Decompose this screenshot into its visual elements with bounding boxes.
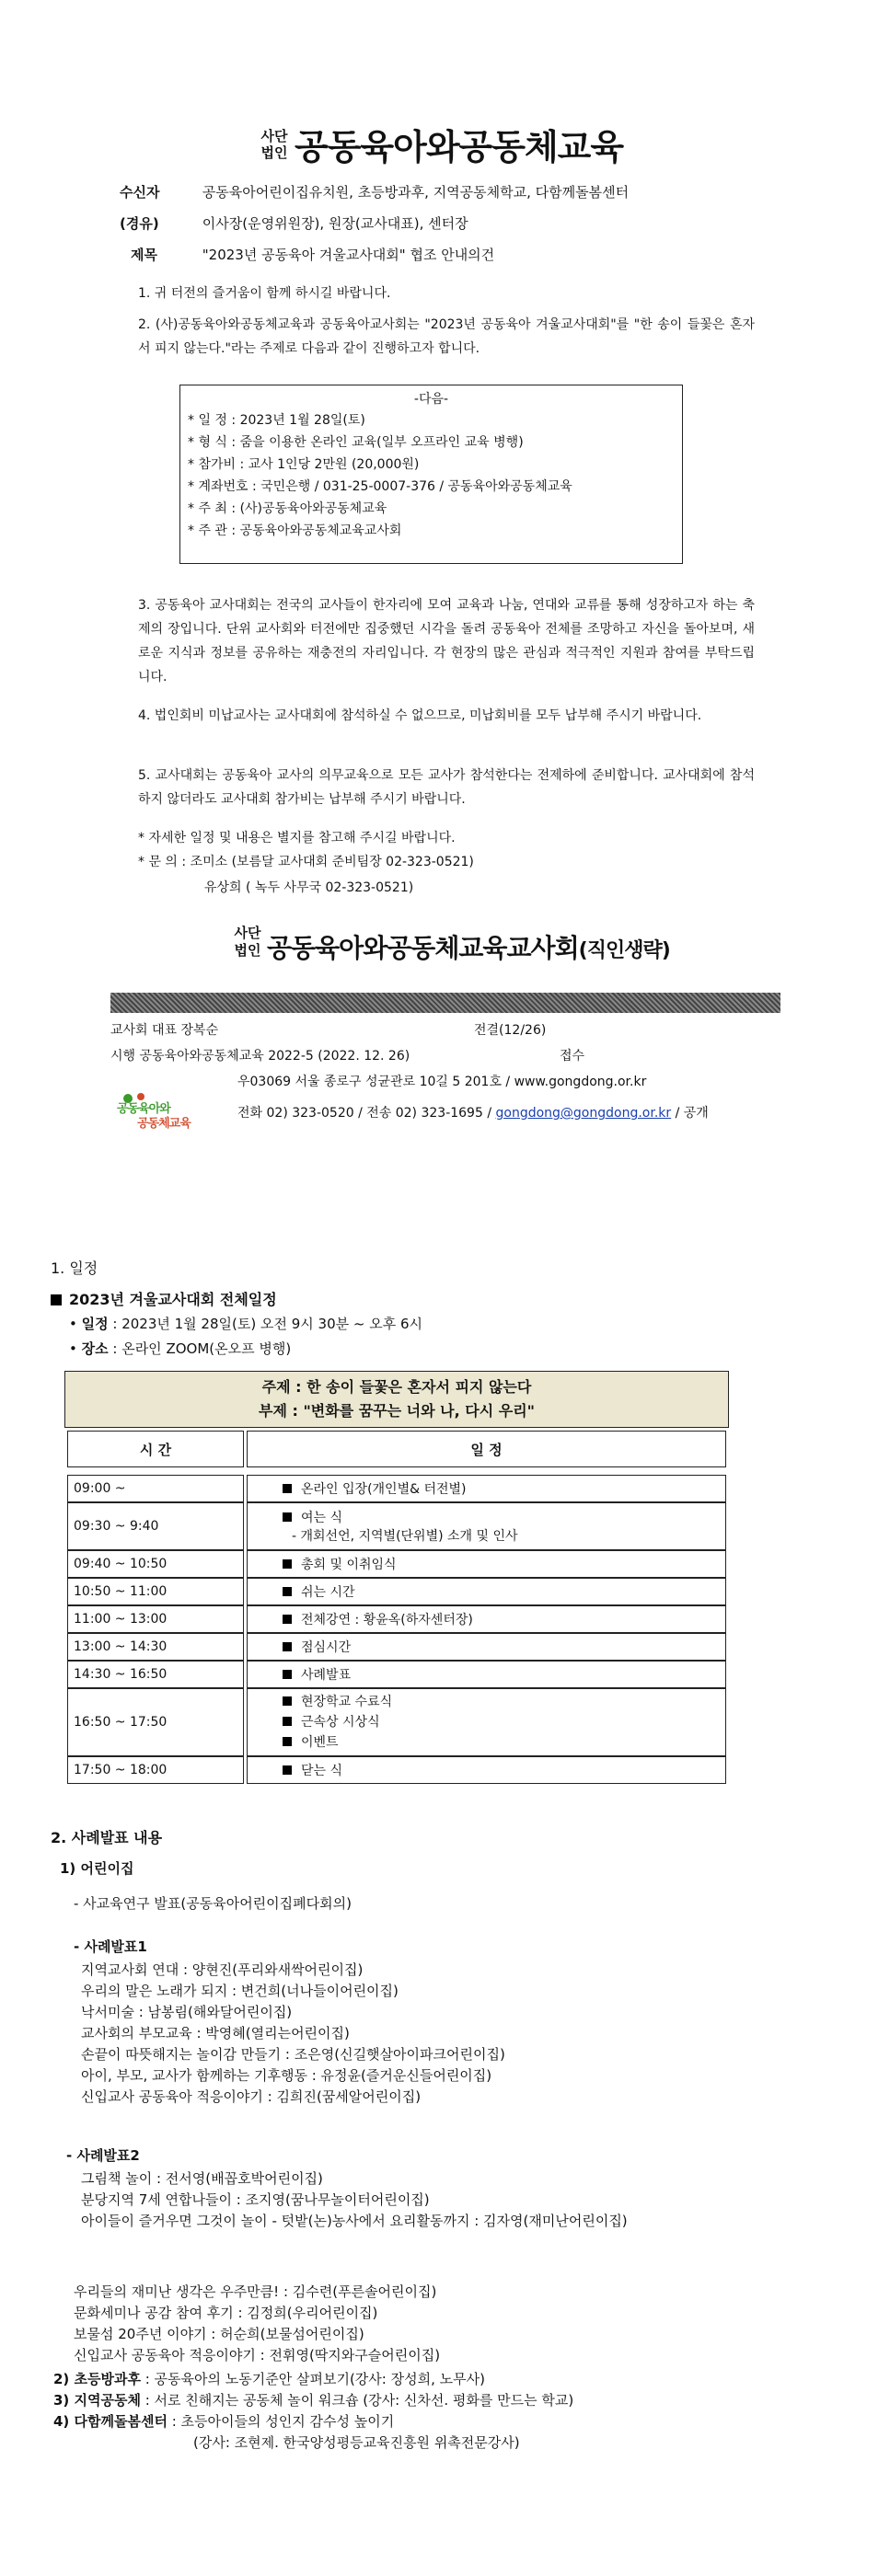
- section-1-heading: 1. 일정: [51, 1259, 98, 1277]
- row-time: 09:00 ~: [67, 1475, 244, 1502]
- square-bullet-icon: [283, 1559, 292, 1569]
- event-text: 전체강연 : 황윤옥(하자센터장): [301, 1613, 473, 1627]
- table-row: [67, 1550, 726, 1578]
- event-text: 온라인 입장(개인별& 터전별): [301, 1482, 467, 1497]
- case-intro: - 사교육연구 발표(공동육아어린이집폐다회의): [74, 1895, 352, 1912]
- schedule-place-row: • 장소 : 온라인 ZOOM(온오프 병행): [69, 1340, 292, 1357]
- event-text: 닫는 식: [301, 1764, 343, 1778]
- schedule-table: [64, 1431, 729, 1784]
- schedule-title-text: 2023년 겨울교사대회 전체일정: [69, 1291, 277, 1308]
- table-row: [67, 1578, 726, 1605]
- logo-line-2: 공동체교육: [137, 1117, 191, 1131]
- signature-name: [267, 931, 670, 969]
- footer-address: 우03069 서울 종로구 성균관로 10길 5 201호 / www.gongdong.or.kr: [237, 1075, 647, 1089]
- schedule-date-row: • 일정 : 2023년 1월 28일(토) 오전 9시 30분 ~ 오후 6시: [69, 1316, 422, 1332]
- row-time: 17:50 ~ 18:00: [67, 1756, 244, 1784]
- sub2-label: 2) 초등방과후: [53, 2371, 141, 2387]
- list-item: [53, 2411, 573, 2432]
- table-row: [67, 1475, 726, 1502]
- footer-public: / 공개: [671, 1106, 709, 1121]
- schedule-place-label: 장소: [81, 1340, 109, 1357]
- row-time: 09:30 ~ 9:40: [67, 1502, 244, 1550]
- notice-header: -다음-: [413, 392, 449, 407]
- square-bullet-icon: [283, 1642, 292, 1651]
- notice-line: * 주 최 : (사)공동육아와공동체교육: [188, 501, 387, 516]
- notice-line: * 계좌번호 : 국민은행 / 031-25-0007-376 / 공동육아와공동체교육: [188, 479, 572, 494]
- notice-line: * 참가비 : 교사 1인당 2만원 (20,000원): [188, 457, 420, 472]
- list-item: (강사: 조현제. 한국양성평등교육진흥원 위촉전문강사): [193, 2434, 520, 2451]
- sub2-text: : 공동육아의 노동기준안 살펴보기(강사: 장성희, 노무사): [140, 2371, 485, 2387]
- schedule-title: [51, 1288, 277, 1309]
- list-item: 신입교사 공동육아 적응이야기 : 김희진(꿈세알어린이집): [81, 2088, 422, 2105]
- notice-line: * 일 정 : 2023년 1월 28일(토): [188, 413, 365, 428]
- other-sections: [53, 2369, 573, 2454]
- square-bullet-icon: [283, 1484, 292, 1493]
- table-row: [67, 1688, 726, 1756]
- via-label: (경유): [120, 215, 159, 232]
- row-event: [247, 1475, 726, 1502]
- row-event: [247, 1578, 726, 1605]
- event-text: 쉬는 시간: [301, 1585, 355, 1600]
- event-subtext: - 개회선언, 지역별(단위별) 소개 및 인사: [292, 1529, 518, 1544]
- row-time: 10:50 ~ 11:00: [67, 1578, 244, 1605]
- signature-seal-note: (직인생략): [578, 939, 670, 962]
- list-item: 낙서미술 : 남봉림(해와달어린이집): [81, 2004, 293, 2020]
- notice-box: [179, 385, 683, 564]
- note-detail: * 자세한 일정 및 내용은 별지를 참고해 주시길 바랍니다.: [138, 831, 456, 845]
- footer-approval: 전결(12/26): [474, 1023, 547, 1038]
- notice-line: * 형 식 : 줌을 이용한 온라인 교육(일부 오프라인 교육 병행): [188, 435, 524, 450]
- event-text: 총회 및 이취임식: [301, 1558, 397, 1572]
- row-event: [247, 1605, 726, 1633]
- row-event: [247, 1633, 726, 1661]
- square-bullet-icon: [283, 1670, 292, 1679]
- row-event: [247, 1550, 726, 1578]
- square-bullet-icon: [51, 1294, 62, 1305]
- list-item: 우리의 말은 노래가 되지 : 변건희(너나들이어린이집): [81, 1983, 399, 1999]
- footer-phone-fax: 전화 02) 323-0520 / 전송 02) 323-1695 /: [237, 1106, 496, 1121]
- section-2-heading: 2. 사례발표 내용: [51, 1829, 163, 1846]
- col-time-header: 시 간: [67, 1431, 244, 1467]
- via-row: [120, 213, 764, 234]
- subsection-daycare: 1) 어린이집: [60, 1860, 134, 1877]
- event-text: 여는 식: [301, 1511, 343, 1525]
- square-bullet-icon: [283, 1512, 292, 1522]
- sub3-text: : 서로 친해지는 공동체 놀이 워크숍 (강사: 신차선. 평화를 만드는 학교): [140, 2392, 574, 2409]
- table-header-row: [67, 1431, 726, 1467]
- paragraph-5: 5. 교사대회는 공동육아 교사의 의무교육으로 모든 교사가 참석한다는 전제하에 준비합니다. 교사대회에 참석 하지 않더라도 교사대회 참가비는 납부해 주시기 바랍니다.: [138, 768, 755, 807]
- note-contact: * 문 의 : 조미소 (보름달 교사대회 준비팀장 02-323-0521): [138, 855, 474, 869]
- schedule-place: : 온라인 ZOOM(온오프 병행): [108, 1340, 292, 1357]
- list-item: 신입교사 공동육아 적응이야기 : 전휘영(딱지와구슬어린이집): [74, 2347, 441, 2363]
- recipient-value: 공동육아어린이집유치원, 초등방과후, 지역공동체학교, 다함께돌봄센터: [202, 184, 630, 201]
- row-event: [247, 1502, 726, 1550]
- signature-org: 공동육아와공동체교육교사회: [267, 933, 579, 963]
- table-row: [67, 1661, 726, 1688]
- schedule-date-label: 일정: [81, 1316, 109, 1332]
- list-item: 손끝이 따뜻해지는 놀이감 만들기 : 조은영(신길햇살아이파크어린이집): [81, 2046, 505, 2063]
- event-text: 근속상 시상식: [301, 1715, 380, 1730]
- square-bullet-icon: [283, 1696, 292, 1706]
- list-item: 보물섬 20주년 이야기 : 허순희(보물섬어린이집): [74, 2326, 364, 2342]
- sub4-label: 4) 다함께돌봄센터: [53, 2413, 168, 2430]
- signature-prefix: 사단 법인: [234, 925, 261, 959]
- notice-line: * 주 관 : 공동육아와공동체교육교사회: [188, 523, 402, 538]
- footer-representative: 교사회 대표 장복순: [110, 1023, 219, 1038]
- footer-email-link[interactable]: gongdong@gongdong.or.kr: [495, 1106, 672, 1121]
- case1-list: [81, 1960, 505, 2108]
- square-bullet-icon: [283, 1737, 292, 1746]
- case1-title: - 사례발표1: [74, 1938, 147, 1955]
- recipient-label: 수신자: [120, 184, 160, 201]
- list-item: [53, 2390, 573, 2411]
- case2-list: [81, 2168, 628, 2232]
- subject-row: [120, 245, 764, 265]
- col-event-header: 일 정: [247, 1431, 726, 1467]
- footer-enforce: 시행 공동육아와공동체교육 2022-5 (2022. 12. 26): [110, 1049, 410, 1064]
- row-time: 09:40 ~ 10:50: [67, 1550, 244, 1578]
- row-event: [247, 1688, 726, 1756]
- divider-banner: [110, 993, 780, 1013]
- sub3-label: 3) 지역공동체: [53, 2392, 141, 2409]
- list-item: 지역교사회 연대 : 양현진(푸리와새싹어린이집): [81, 1961, 364, 1978]
- table-row: [67, 1502, 726, 1550]
- table-row: [67, 1633, 726, 1661]
- row-time: 11:00 ~ 13:00: [67, 1605, 244, 1633]
- subject-label: 제목: [131, 247, 157, 263]
- square-bullet-icon: [283, 1587, 292, 1596]
- paragraph-2: 2. (사)공동육아와공동체교육과 공동육아교사회는 "2023년 공동육아 겨울교사대회"를 "한 송이 들꽃은 혼자서 피지 않는다."라는 주제로 다음과 같이 진행하고자 합니다.: [138, 317, 755, 356]
- row-event: [247, 1661, 726, 1688]
- row-time: 14:30 ~ 16:50: [67, 1661, 244, 1688]
- subject-value: "2023년 공동육아 겨울교사대회" 협조 안내의건: [202, 247, 495, 263]
- row-event: [247, 1756, 726, 1784]
- list-item: 아이들이 즐거우면 그것이 놀이 - 텃밭(논)농사에서 요리활동까지 : 김자영(재미난어린이집): [81, 2213, 628, 2229]
- paragraph-3: 3. 공동육아 교사대회는 전국의 교사들이 한자리에 모여 교육과 나눔, 연대와 교류를 통해 성장하고자 하는 축제의 장입니다. 단위 교사회와 터전에만 집중했던 시각을 돌려 공동육아 전체를 조망하고 자신을 돌아보며, 새로운 지식과 정보를 공유하는 재충전의 자리입니다. 각 현장의 많은 관심과 적극적인 지원과 참여를 부탁드립니다.: [138, 598, 755, 684]
- note-contact-2: 유상희 ( 녹두 사무국 02-323-0521): [204, 880, 414, 895]
- subtheme-text: 부제 : "변화를 꿈꾸는 너와 나, 다시 우리": [259, 1402, 535, 1420]
- list-item: [53, 2369, 573, 2390]
- square-bullet-icon: [283, 1717, 292, 1726]
- via-value: 이사장(운영위원장), 원장(교사대표), 센터장: [202, 215, 468, 232]
- list-item: 교사회의 부모교육 : 박영혜(열리는어린이집): [81, 2025, 350, 2041]
- list-item: 우리들의 재미난 생각은 우주만큼! : 김수련(푸른솔어린이집): [74, 2283, 437, 2300]
- event-text: 현장학교 수료식: [301, 1695, 393, 1709]
- schedule-date: : 2023년 1월 28일(토) 오전 9시 30분 ~ 오후 6시: [108, 1316, 422, 1332]
- theme-text: 주제 : 한 송이 들꽃은 혼자서 피지 않는다: [261, 1378, 532, 1396]
- org-title-prefix: 사단 법인: [260, 128, 288, 161]
- event-text: 점심시간: [301, 1640, 352, 1655]
- org-title: [258, 124, 644, 179]
- logo-line-1: 공동육아와: [117, 1102, 170, 1116]
- table-row: [67, 1605, 726, 1633]
- table-row: [67, 1756, 726, 1784]
- list-item: 분당지역 7세 연합나들이 : 조지영(꿈나무놀이터어린이집): [81, 2191, 430, 2208]
- list-item: 문화세미나 공감 참여 후기 : 김정희(우리어린이집): [74, 2305, 378, 2321]
- paragraph-1: 1. 귀 터전의 즐거움이 함께 하시길 바랍니다.: [138, 286, 391, 301]
- square-bullet-icon: [283, 1765, 292, 1775]
- org-title-name: 공동육아와공동체교육: [295, 127, 624, 167]
- paragraph-4: 4. 법인회비 미납교사는 교사대회에 참석하실 수 없으므로, 미납회비를 모두 납부해 주시기 바랍니다.: [138, 708, 702, 723]
- case2-title: - 사례발표2: [66, 2147, 140, 2164]
- recipient-row: [120, 182, 764, 202]
- footer-contact: [237, 1104, 709, 1122]
- case3-list: [74, 2282, 440, 2366]
- row-time: 16:50 ~ 17:50: [67, 1688, 244, 1756]
- row-time: 13:00 ~ 14:30: [67, 1633, 244, 1661]
- square-bullet-icon: [283, 1615, 292, 1624]
- theme-box: [64, 1371, 729, 1428]
- list-item: 아이, 부모, 교사가 함께하는 기후행동 : 유정윤(즐거운신들어린이집): [81, 2067, 492, 2084]
- sub4-text: : 초등아이들의 성인지 감수성 높이기: [167, 2413, 395, 2430]
- event-text: 사례발표: [301, 1668, 352, 1683]
- event-text: 이벤트: [301, 1735, 339, 1750]
- org-logo: [113, 1089, 213, 1130]
- list-item: 그림책 놀이 : 전서영(배꼽호박어린이집): [81, 2170, 323, 2187]
- footer-receive: 접수: [560, 1049, 585, 1064]
